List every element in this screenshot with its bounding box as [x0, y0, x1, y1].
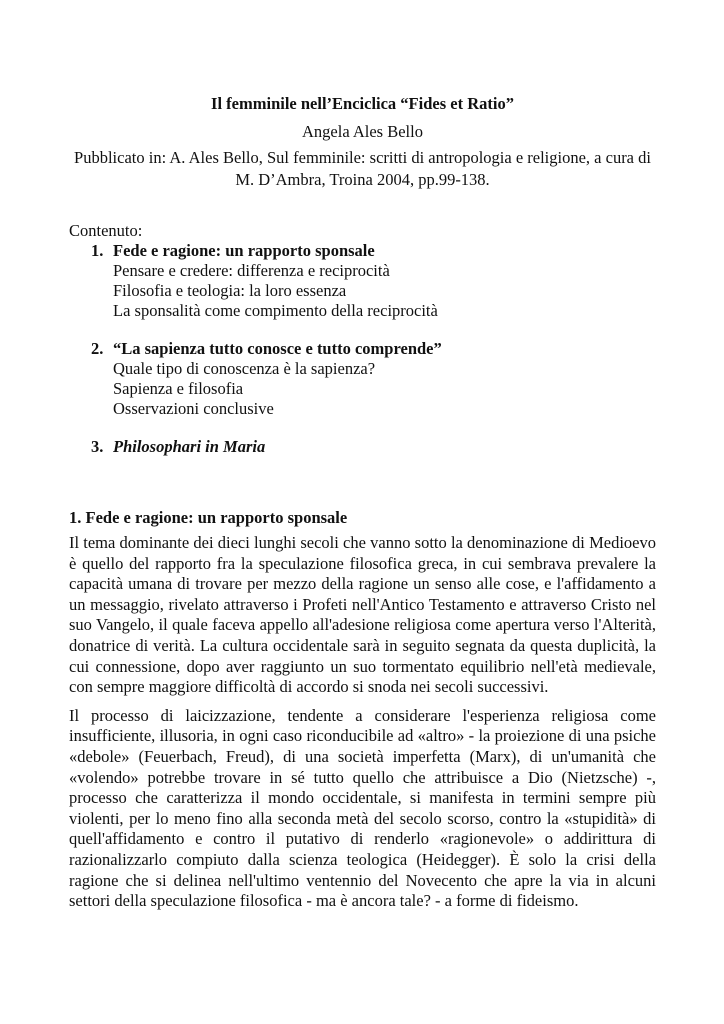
toc-section-label: Fede e ragione: un rapporto sponsale [113, 241, 375, 260]
toc-section-number: 3. [91, 437, 104, 456]
document-author: Angela Ales Bello [302, 122, 423, 141]
document-header [69, 93, 656, 191]
toc-item: Pensare e credere: differenza e reciprocità [113, 261, 390, 280]
toc-section-number: 2. [91, 339, 104, 358]
toc-heading: Contenuto: [69, 221, 143, 240]
toc-section-label: Philosophari in Maria [113, 437, 266, 456]
toc-section-number: 1. [91, 241, 104, 260]
body-paragraph: Il tema dominante dei dieci lunghi secoli che vanno sotto la denominazione di Medioevo è quello del rapporto fra la speculazione filosofica greca, in cui sembrava prevalere la capacità umana di trovare per mezzo della ragione un senso alle cose, e l'affidamento a un messaggio, rivelato attraverso i Profeti nell'Antico Testamento e attraverso Cristo nel suo Vangelo, il quale faceva appello all'adesione religiosa come apertura verso l'Alterità, donatrice di verità. La cultura occidentale sarà in seguito segnata da questa duplicità, la cui connessione, dopo aver raggiunto un suo tormentato equilibrio nell'età medievale, con sempre maggiore difficoltà di accordo si snoda nei secoli successivi. [69, 533, 656, 697]
toc-item: Quale tipo di conoscenza è la sapienza? [113, 359, 376, 378]
body-section [69, 507, 656, 912]
toc-section-label: “La sapienza tutto conosce e tutto comprende” [113, 339, 442, 358]
toc-section-title [91, 437, 656, 457]
toc-item: La sponsalità come compimento della reciprocità [113, 301, 438, 320]
toc-section-2 [69, 339, 656, 419]
toc-item: Sapienza e filosofia [113, 379, 244, 398]
toc-item: Filosofia e teologia: la loro essenza [113, 281, 347, 300]
publication-info: Pubblicato in: A. Ales Bello, Sul femminile: scritti di antropologia e religione, a cura di M. D’Ambra, Troina 2004, pp.99-138. [74, 148, 651, 189]
body-paragraph: Il processo di laicizzazione, tendente a considerare l'esperienza religiosa come insufficiente, illusoria, in ogni caso riconducibile ad «altro» - la proiezione di una psiche «debole» (Feuerbach, Freud), di una società imperfetta (Marx), di un'umanità che «volendo» potrebbe trovare in sé tutto quello che attribuisce a Dio (Nietzsche) -, processo che caratterizza il mondo occidentale, si manifesta in termini sempre più violenti, per lo meno fino alla seconda metà del secolo scorso, contro la «stupidità» di quell'affidamento e contro il putativo di renderlo «ragionevole» o addirittura di razionalizzarlo compiuto dalla scienza teologica (Heidegger). È solo la crisi della ragione che si delinea nell'ultimo ventennio del Novecento che apre la via in alcuni settori della speculazione filosofica - ma è ancora tale? - a forme di fideismo. [69, 705, 656, 911]
document-title: Il femminile nell’Enciclica “Fides et Ratio” [211, 94, 514, 113]
toc-item: Osservazioni conclusive [113, 399, 274, 418]
toc-section-title [91, 339, 656, 359]
table-of-contents [69, 221, 656, 457]
section-heading: 1. Fede e ragione: un rapporto sponsale [69, 508, 348, 527]
toc-section-3 [69, 437, 656, 457]
toc-section-title [91, 241, 656, 261]
document-page [69, 93, 656, 920]
toc-section-1 [69, 241, 656, 321]
